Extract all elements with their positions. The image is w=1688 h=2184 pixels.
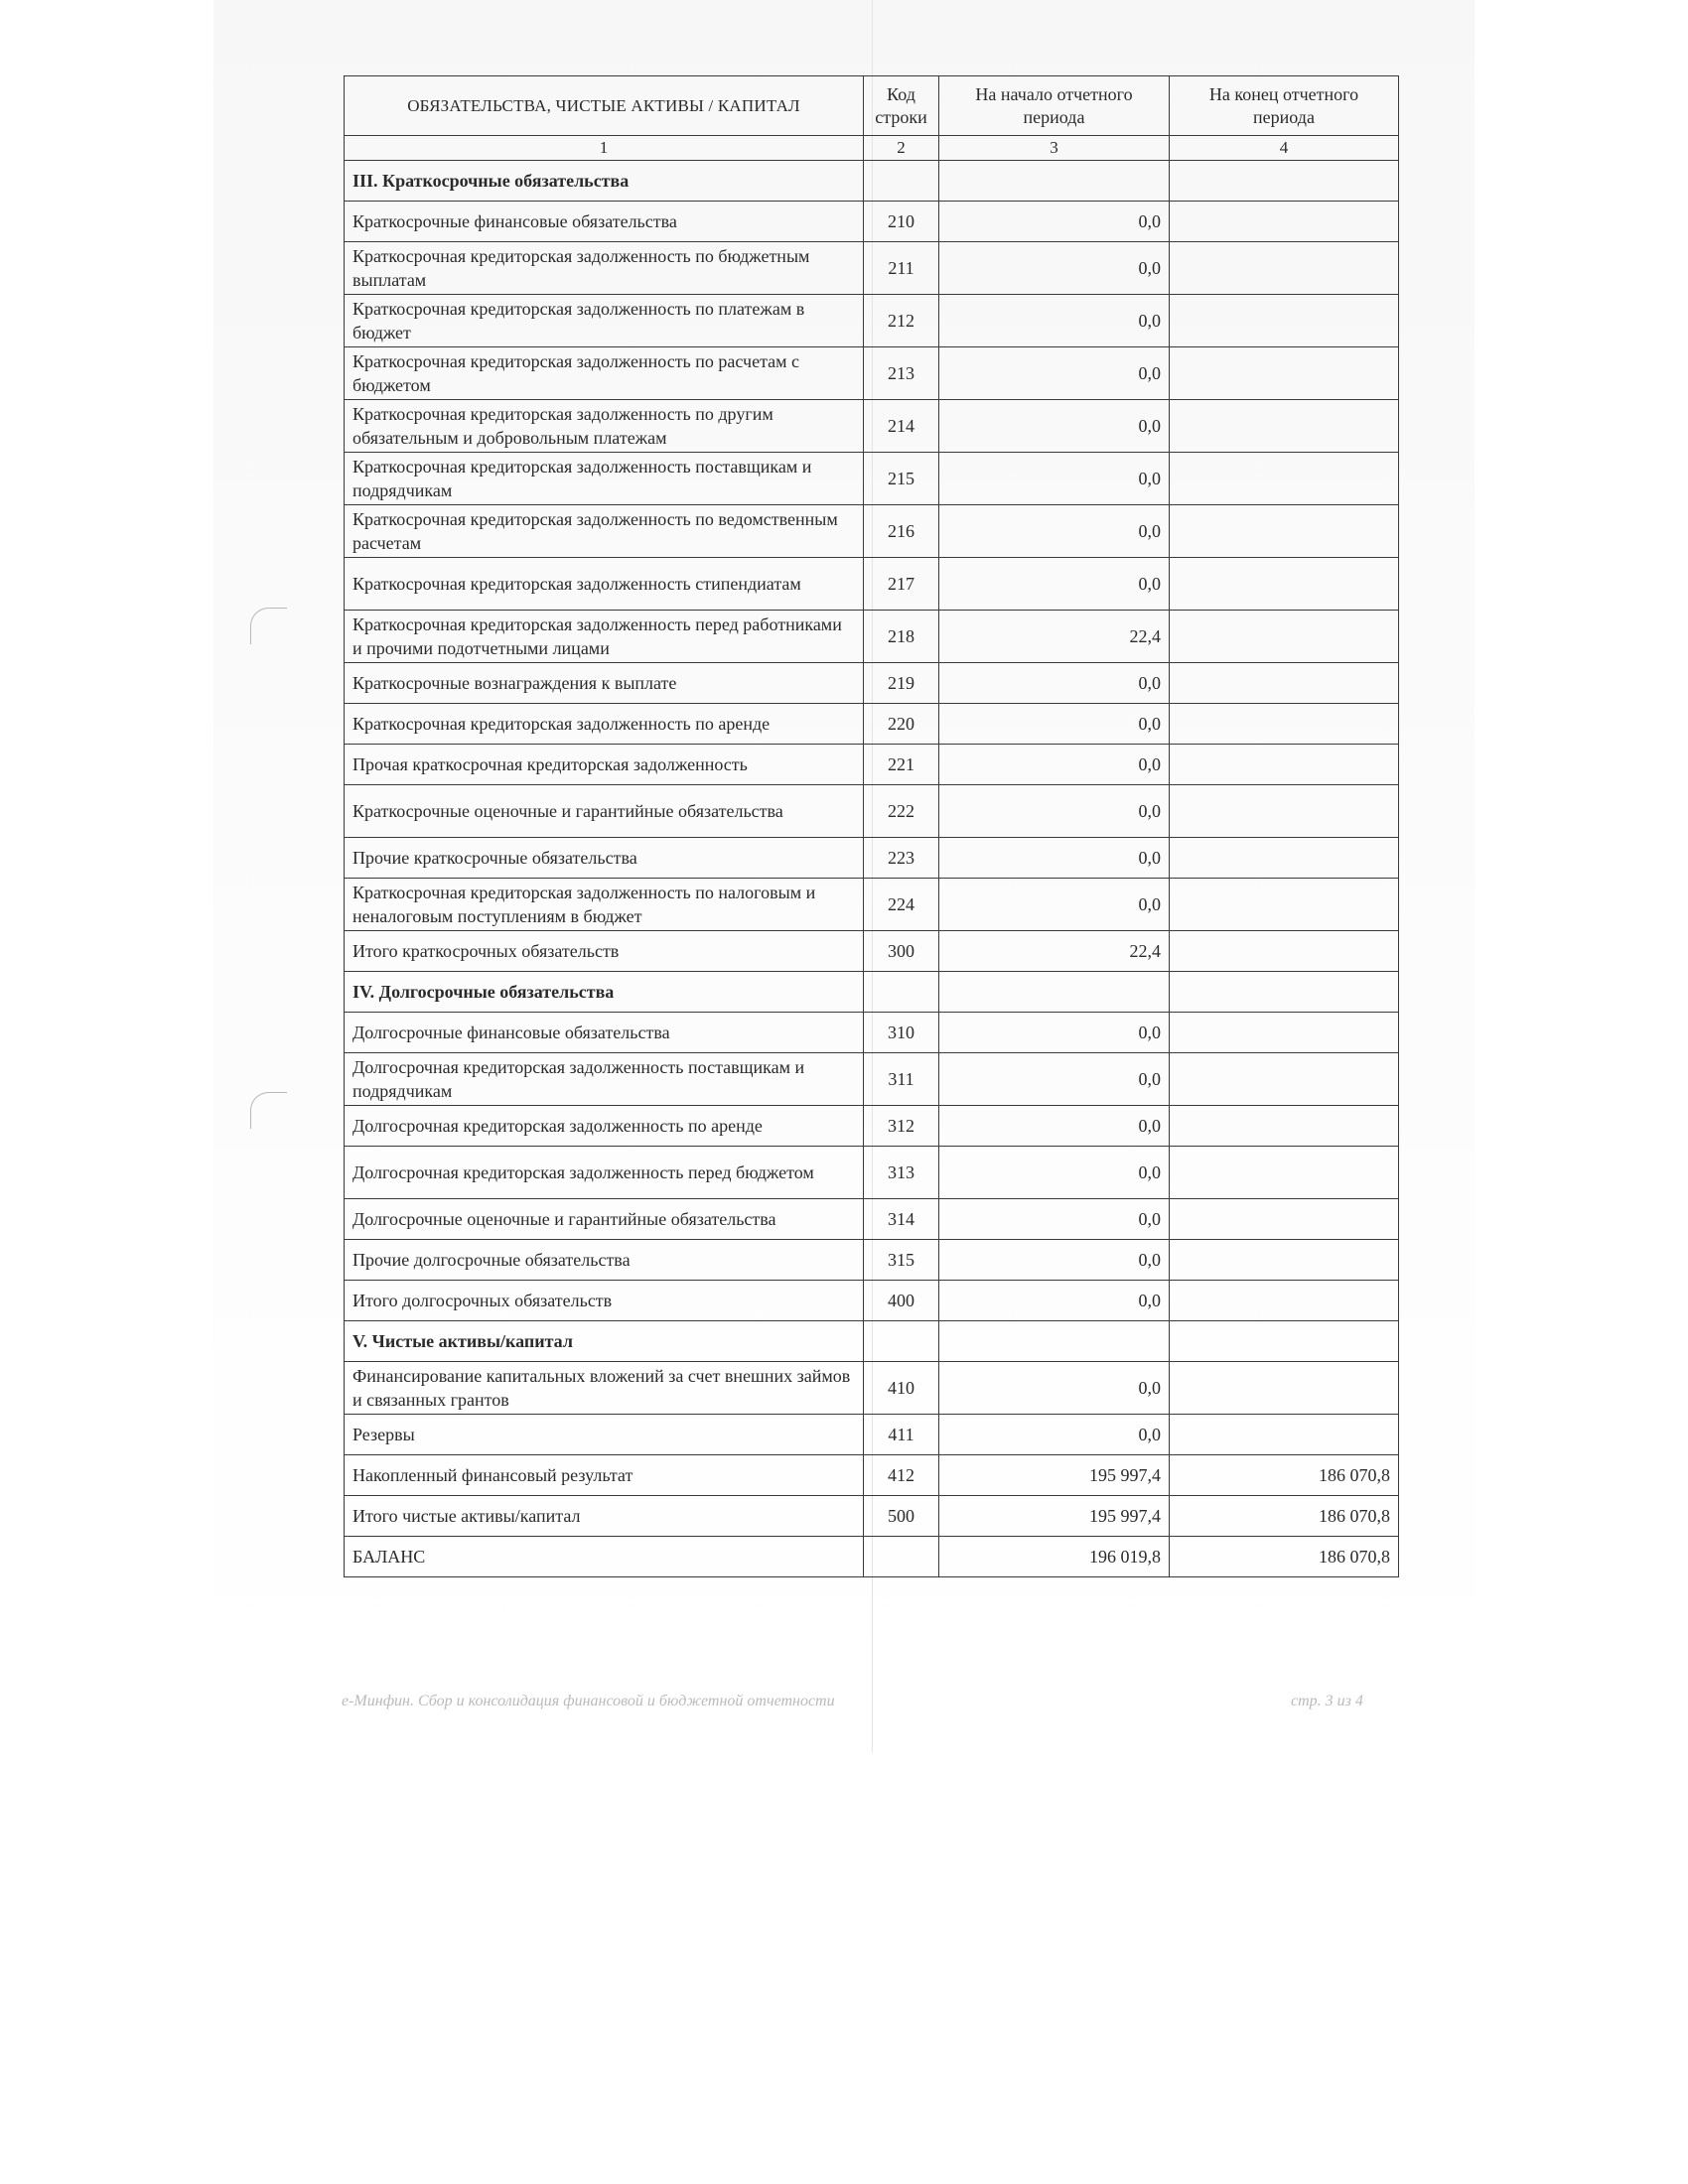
row-name: Долгосрочные финансовые обязательства — [345, 1013, 864, 1053]
value-end-period — [1170, 347, 1399, 400]
table-row — [345, 704, 1399, 745]
row-code — [864, 161, 939, 202]
row-name: Долгосрочные оценочные и гарантийные обязательства — [345, 1199, 864, 1240]
value-end-period — [1170, 704, 1399, 745]
value-start-period: 0,0 — [939, 1415, 1170, 1455]
value-end-period — [1170, 202, 1399, 242]
row-name: Долгосрочная кредиторская задолженность по аренде — [345, 1106, 864, 1147]
footer-page-number: стр. 3 из 4 — [1291, 1693, 1363, 1709]
row-name: V. Чистые активы/капитал — [345, 1321, 864, 1362]
value-start-period: 0,0 — [939, 202, 1170, 242]
punch-hole-mark — [250, 608, 287, 644]
table-row — [345, 1496, 1399, 1537]
row-name: Финансирование капитальных вложений за счет внешних займов и связанных грантов — [345, 1362, 864, 1415]
row-code: 211 — [864, 242, 939, 295]
row-code: 400 — [864, 1281, 939, 1321]
value-start-period: 0,0 — [939, 785, 1170, 838]
value-start-period: 0,0 — [939, 1053, 1170, 1106]
section-row — [345, 161, 1399, 202]
row-code: 218 — [864, 611, 939, 663]
value-end-period: 186 070,8 — [1170, 1537, 1399, 1577]
table-row — [345, 1147, 1399, 1199]
row-code: 217 — [864, 558, 939, 611]
row-code: 412 — [864, 1455, 939, 1496]
value-end-period — [1170, 1362, 1399, 1415]
row-name: III. Краткосрочные обязательства — [345, 161, 864, 202]
value-start-period: 22,4 — [939, 931, 1170, 972]
table-row — [345, 1362, 1399, 1415]
value-start-period: 0,0 — [939, 663, 1170, 704]
row-name: Краткосрочная кредиторская задолженность по налоговым и неналоговым поступлениям в бюджет — [345, 879, 864, 931]
value-start-period: 195 997,4 — [939, 1496, 1170, 1537]
value-start-period: 0,0 — [939, 295, 1170, 347]
row-name: Краткосрочная кредиторская задолженность по бюджетным выплатам — [345, 242, 864, 295]
punch-hole-mark — [250, 1092, 287, 1129]
row-code — [864, 1537, 939, 1577]
table-row — [345, 1013, 1399, 1053]
value-start-period: 0,0 — [939, 1013, 1170, 1053]
row-code: 220 — [864, 704, 939, 745]
value-end-period — [1170, 785, 1399, 838]
value-start-period: 196 019,8 — [939, 1537, 1170, 1577]
row-code: 315 — [864, 1240, 939, 1281]
section-row — [345, 972, 1399, 1013]
table-row — [345, 785, 1399, 838]
table-body — [345, 161, 1399, 1577]
value-end-period — [1170, 242, 1399, 295]
row-name: Краткосрочная кредиторская задолженность стипендиатам — [345, 558, 864, 611]
row-code: 222 — [864, 785, 939, 838]
row-code: 221 — [864, 745, 939, 785]
row-code: 213 — [864, 347, 939, 400]
value-end-period — [1170, 1106, 1399, 1147]
header-start-period: На начало отчетного периода — [939, 76, 1170, 136]
value-start-period: 0,0 — [939, 347, 1170, 400]
row-code: 214 — [864, 400, 939, 453]
table-row — [345, 745, 1399, 785]
table-row — [345, 1281, 1399, 1321]
value-start-period: 0,0 — [939, 1281, 1170, 1321]
value-start-period: 0,0 — [939, 453, 1170, 505]
value-start-period: 0,0 — [939, 400, 1170, 453]
table-row — [345, 611, 1399, 663]
value-start-period: 0,0 — [939, 745, 1170, 785]
row-name: Накопленный финансовый результат — [345, 1455, 864, 1496]
column-number: 4 — [1170, 136, 1399, 161]
row-code: 212 — [864, 295, 939, 347]
table-row — [345, 1053, 1399, 1106]
row-name: Краткосрочные оценочные и гарантийные обязательства — [345, 785, 864, 838]
value-end-period — [1170, 505, 1399, 558]
value-start-period: 0,0 — [939, 242, 1170, 295]
row-name: Краткосрочная кредиторская задолженность по ведомственным расчетам — [345, 505, 864, 558]
value-start-period: 0,0 — [939, 1362, 1170, 1415]
value-start-period: 0,0 — [939, 505, 1170, 558]
column-number: 1 — [345, 136, 864, 161]
value-end-period — [1170, 400, 1399, 453]
value-start-period — [939, 972, 1170, 1013]
table-header-row — [345, 76, 1399, 136]
value-end-period — [1170, 161, 1399, 202]
value-end-period — [1170, 1147, 1399, 1199]
value-end-period — [1170, 558, 1399, 611]
row-name: Краткосрочная кредиторская задолженность по аренде — [345, 704, 864, 745]
row-code: 312 — [864, 1106, 939, 1147]
value-end-period — [1170, 838, 1399, 879]
row-name: Краткосрочные финансовые обязательства — [345, 202, 864, 242]
value-end-period — [1170, 1240, 1399, 1281]
row-name: Итого краткосрочных обязательств — [345, 931, 864, 972]
value-end-period — [1170, 1321, 1399, 1362]
row-code: 313 — [864, 1147, 939, 1199]
row-name: Прочие долгосрочные обязательства — [345, 1240, 864, 1281]
row-code: 314 — [864, 1199, 939, 1240]
value-end-period — [1170, 1053, 1399, 1106]
balance-table — [344, 75, 1399, 1577]
value-end-period: 186 070,8 — [1170, 1455, 1399, 1496]
value-start-period: 0,0 — [939, 879, 1170, 931]
row-name: Итого долгосрочных обязательств — [345, 1281, 864, 1321]
row-name: Краткосрочная кредиторская задолженность по платежам в бюджет — [345, 295, 864, 347]
value-end-period — [1170, 879, 1399, 931]
header-code: Код строки — [864, 76, 939, 136]
row-name: БАЛАНС — [345, 1537, 864, 1577]
row-name: Краткосрочная кредиторская задолженность по другим обязательным и добровольным платежам — [345, 400, 864, 453]
table-row — [345, 295, 1399, 347]
row-code: 216 — [864, 505, 939, 558]
row-name: Краткосрочная кредиторская задолженность поставщикам и подрядчикам — [345, 453, 864, 505]
table-row — [345, 1537, 1399, 1577]
row-code — [864, 1321, 939, 1362]
value-end-period — [1170, 1199, 1399, 1240]
value-start-period: 0,0 — [939, 1240, 1170, 1281]
table-row — [345, 400, 1399, 453]
value-start-period: 0,0 — [939, 838, 1170, 879]
value-start-period — [939, 161, 1170, 202]
value-start-period: 0,0 — [939, 1199, 1170, 1240]
row-code: 500 — [864, 1496, 939, 1537]
table-row — [345, 202, 1399, 242]
table-row — [345, 505, 1399, 558]
table-row — [345, 1199, 1399, 1240]
table-row — [345, 931, 1399, 972]
value-end-period: 186 070,8 — [1170, 1496, 1399, 1537]
row-name: Краткосрочная кредиторская задолженность перед работниками и прочими подотчетными лицами — [345, 611, 864, 663]
table-row — [345, 1106, 1399, 1147]
column-number: 2 — [864, 136, 939, 161]
row-code — [864, 972, 939, 1013]
value-start-period: 0,0 — [939, 704, 1170, 745]
value-end-period — [1170, 663, 1399, 704]
row-name: Долгосрочная кредиторская задолженность поставщикам и подрядчикам — [345, 1053, 864, 1106]
column-number: 3 — [939, 136, 1170, 161]
row-name: IV. Долгосрочные обязательства — [345, 972, 864, 1013]
value-start-period: 0,0 — [939, 558, 1170, 611]
value-end-period — [1170, 931, 1399, 972]
value-start-period: 195 997,4 — [939, 1455, 1170, 1496]
value-end-period — [1170, 453, 1399, 505]
table-row — [345, 1240, 1399, 1281]
row-name: Итого чистые активы/капитал — [345, 1496, 864, 1537]
row-name: Резервы — [345, 1415, 864, 1455]
row-code: 215 — [864, 453, 939, 505]
value-start-period: 0,0 — [939, 1106, 1170, 1147]
header-name: ОБЯЗАТЕЛЬСТВА, ЧИСТЫЕ АКТИВЫ / КАПИТАЛ — [345, 76, 864, 136]
row-code: 224 — [864, 879, 939, 931]
section-row — [345, 1321, 1399, 1362]
row-code: 223 — [864, 838, 939, 879]
table-row — [345, 242, 1399, 295]
row-code: 311 — [864, 1053, 939, 1106]
value-end-period — [1170, 295, 1399, 347]
column-number-row — [345, 136, 1399, 161]
table-row — [345, 1455, 1399, 1496]
value-end-period — [1170, 1281, 1399, 1321]
row-name: Прочие краткосрочные обязательства — [345, 838, 864, 879]
table-row — [345, 453, 1399, 505]
value-end-period — [1170, 1013, 1399, 1053]
value-start-period — [939, 1321, 1170, 1362]
row-name: Прочая краткосрочная кредиторская задолженность — [345, 745, 864, 785]
table-row — [345, 1415, 1399, 1455]
row-code: 411 — [864, 1415, 939, 1455]
header-end-period: На конец отчетного периода — [1170, 76, 1399, 136]
value-start-period: 0,0 — [939, 1147, 1170, 1199]
table-row — [345, 558, 1399, 611]
table-row — [345, 879, 1399, 931]
table-row — [345, 663, 1399, 704]
value-end-period — [1170, 611, 1399, 663]
row-code: 300 — [864, 931, 939, 972]
value-start-period: 22,4 — [939, 611, 1170, 663]
value-end-period — [1170, 1415, 1399, 1455]
table-row — [345, 838, 1399, 879]
table-row — [345, 347, 1399, 400]
row-code: 219 — [864, 663, 939, 704]
footer-source: е-Минфин. Сбор и консолидация финансовой и бюджетной отчетности — [342, 1693, 835, 1709]
row-code: 210 — [864, 202, 939, 242]
row-code: 310 — [864, 1013, 939, 1053]
row-code: 410 — [864, 1362, 939, 1415]
value-end-period — [1170, 972, 1399, 1013]
row-name: Краткосрочная кредиторская задолженность по расчетам с бюджетом — [345, 347, 864, 400]
value-end-period — [1170, 745, 1399, 785]
row-name: Краткосрочные вознаграждения к выплате — [345, 663, 864, 704]
row-name: Долгосрочная кредиторская задолженность перед бюджетом — [345, 1147, 864, 1199]
